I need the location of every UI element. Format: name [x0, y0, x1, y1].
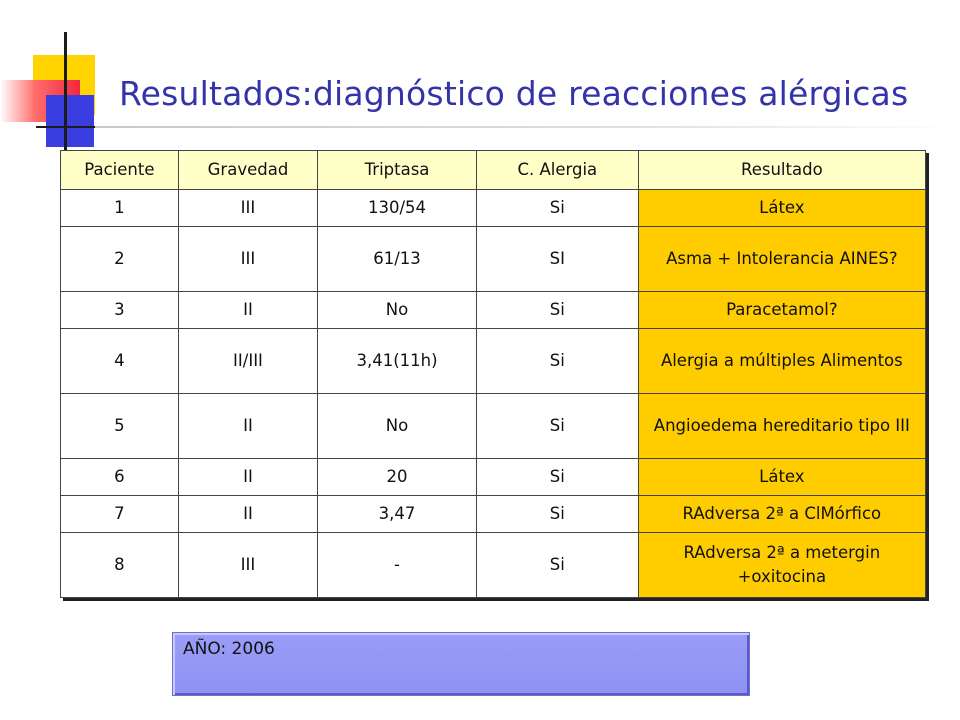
cell-triptasa: 20 [318, 459, 477, 496]
cell-triptasa: No [318, 292, 477, 329]
cell-triptasa: 3,47 [318, 496, 477, 533]
cell-paciente: 4 [61, 329, 179, 394]
table-row [61, 459, 926, 496]
cell-gravedad: II [178, 292, 317, 329]
cell-triptasa: - [318, 533, 477, 598]
cell-resultado: Angioedema hereditario tipo III [638, 394, 925, 459]
title-underline [95, 126, 960, 128]
cell-gravedad: II [178, 459, 317, 496]
cell-c-alergia: Si [476, 292, 638, 329]
cell-resultado: RAdversa 2ª a ClMórfico [638, 496, 925, 533]
header-paciente: Paciente [61, 151, 179, 190]
cell-resultado: Látex [638, 190, 925, 227]
cell-gravedad: II/III [178, 329, 317, 394]
cell-gravedad: III [178, 533, 317, 598]
cell-paciente: 1 [61, 190, 179, 227]
cell-resultado: Alergia a múltiples Alimentos [638, 329, 925, 394]
year-note-box [172, 632, 750, 696]
cell-gravedad: II [178, 496, 317, 533]
cell-c-alergia: Si [476, 496, 638, 533]
table-row [61, 394, 926, 459]
table-row [61, 329, 926, 394]
logo-vertical-line [64, 32, 67, 150]
cell-c-alergia: Si [476, 459, 638, 496]
cell-paciente: 5 [61, 394, 179, 459]
cell-c-alergia: Si [476, 329, 638, 394]
cell-c-alergia: SI [476, 227, 638, 292]
cell-triptasa: No [318, 394, 477, 459]
header-c-alergia: C. Alergia [476, 151, 638, 190]
cell-paciente: 3 [61, 292, 179, 329]
header-gravedad: Gravedad [178, 151, 317, 190]
table-header-row [61, 151, 926, 190]
cell-c-alergia: Si [476, 190, 638, 227]
cell-triptasa: 61/13 [318, 227, 477, 292]
header-triptasa: Triptasa [318, 151, 477, 190]
table-row [61, 533, 926, 598]
cell-triptasa: 3,41(11h) [318, 329, 477, 394]
table-row [61, 292, 926, 329]
header-resultado: Resultado [638, 151, 925, 190]
cell-c-alergia: Si [476, 394, 638, 459]
cell-resultado: Látex [638, 459, 925, 496]
cell-gravedad: III [178, 190, 317, 227]
year-note-text: AÑO: 2006 [183, 639, 275, 659]
slide-title: Resultados:diagnóstico de reacciones alérgicas [119, 74, 909, 113]
cell-paciente: 8 [61, 533, 179, 598]
cell-triptasa: 130/54 [318, 190, 477, 227]
cell-resultado: RAdversa 2ª a metergin +oxitocina [638, 533, 925, 598]
cell-paciente: 2 [61, 227, 179, 292]
cell-c-alergia: Si [476, 533, 638, 598]
cell-resultado: Asma + Intolerancia AINES? [638, 227, 925, 292]
cell-paciente: 7 [61, 496, 179, 533]
results-table [60, 150, 926, 598]
table-row [61, 496, 926, 533]
cell-paciente: 6 [61, 459, 179, 496]
table-row [61, 190, 926, 227]
cell-resultado: Paracetamol? [638, 292, 925, 329]
table-row [61, 227, 926, 292]
logo-blue-square [46, 95, 94, 147]
cell-gravedad: III [178, 227, 317, 292]
cell-gravedad: II [178, 394, 317, 459]
